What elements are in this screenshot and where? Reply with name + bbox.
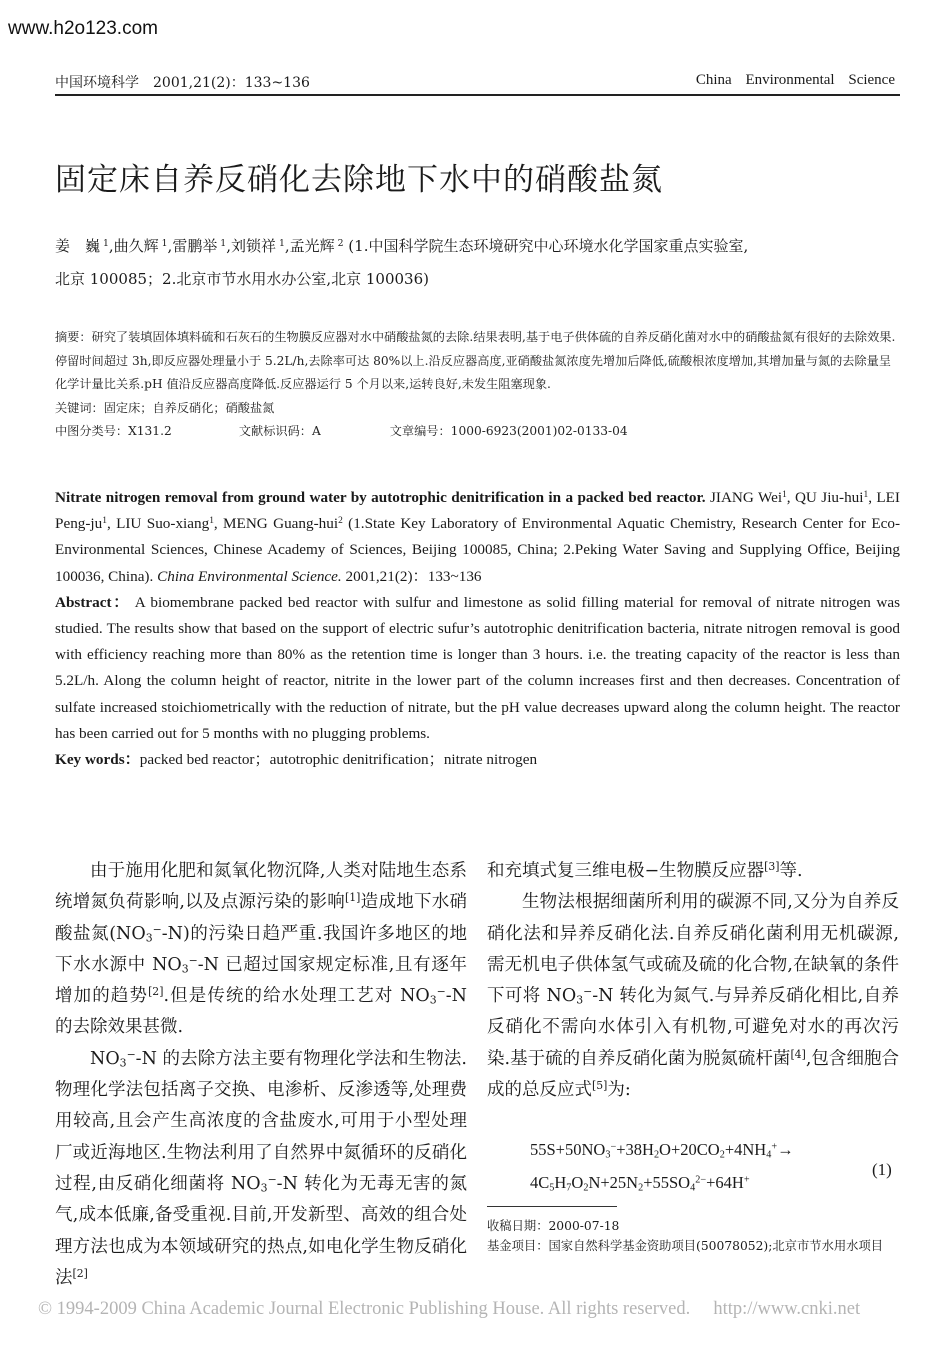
chinese-abstract [55,326,900,444]
body-paragraph-1: 由于施用化肥和氮氧化物沉降,人类对陆地生态系统增氮负荷影响,以及点源污染的影响[1]造成地下水硝酸盐氮$(NO_3^--N)$的污染日趋严重.我国许多地区的地下水水源中 $NO_3^--N$ 已超过国家规定标准,且有逐年增加的趋势[2].但是传统的给水处理工艺对 $NO_3^--N$ 的去除效果甚微. [55,861,468,1038]
clc-number: 中图分类号：X131.2 [55,424,172,439]
equation-number: (1) [872,1160,892,1179]
received-date: 收稿日期：2000-07-18 [487,1219,620,1233]
english-abstract-block [55,485,900,773]
english-abstract [55,590,900,747]
classification-line [55,420,900,444]
body-paragraph-4: 生物法根据细菌所利用的碳源不同,又分为自养反硝化法和异养反硝化法.自养反硝化菌利用无机碳源,需无机电子供体氢气或硫及硫的化合物,在缺氧的条件下可将 $NO_3^--N$ 转化为氮气.与异养反硝化相比,自养反硝化不需向水体引入有机物,可避免对水的再次污染.基于硫的自养反硝化菌为脱氮硫杆菌[4],包含细胞合成的总反应式[5]为: [487,892,899,1101]
author-block [55,230,900,296]
cn-keywords: 关键词：固定床；自养反硝化；硝酸盐氮 [55,400,275,415]
english-keywords [55,747,900,773]
author-affiliation-start: (1.中国科学院生态环境研究中心环境水化学国家重点实验室, [348,237,749,255]
author-names: 姜 巍 $^1$,曲久辉 $^1$,雷鹏举 $^1$,刘锁祥 $^1$,孟光辉 $^2$ [55,237,344,255]
body-column-left [55,856,467,1294]
journal-header-left: 中国环境科学 2001,21(2)：133~136 [55,75,310,91]
author-line-1 [55,230,900,263]
keywords-label: Key words： [55,751,140,769]
equation-line-1: $55S+50NO_3^-+38H_2O+20CO_2+4NH_4^+\to$ [530,1140,794,1161]
english-title: Nitrate nitrogen removal from ground water by autotrophic denitrification in a packed bed reactor. [55,489,706,506]
author-line-2: 北京 100085；2.北京市节水用水办公室,北京 100036) [55,270,429,288]
footnote-rule [487,1206,617,1207]
english-authors: JIANG Wei$^1$, QU Jiu-hui$^1$, LEI Peng-$ju^1$, LIU Suo-xiang$^1$, MENG Guang-hui$^2$ (1.State Key Laboratory of Environmental Aquatic Chemistry, Research Center for Eco-Environmental Sciences, Chinese Academy of Sciences, Beijing 100085, China; 2.Peking Water Saving and Supplying Office, Beijing 100036, China). [55,489,901,585]
site-watermark: www.h2o123.com [8,18,158,39]
paper-title: 固定床自养反硝化去除地下水中的硝酸盐氮 [55,162,663,198]
journal-header-right: China Environmental Science [695,72,895,88]
citation-pages: 2001,21(2)：133~136 [345,567,482,585]
journal-name: China Environmental Science. [157,567,342,585]
body-paragraph-2: $NO_3^--N$ 的去除方法主要有物理化学法和生物法.物理化学法包括离子交换、电渗析、反渗透等,处理费用较高,且会产生高浓度的含盐废水,可用于小型处理厂或近海地区.生物法利用了自然界中氮循环的反硝化过程,由反硝化细菌将 $NO_3^--N$ 转化为无毒无害的氮气,成本低廉,备受重视.目前,开发新型、高效的组合处理方法也成为本领域研究的热点,如电化学生物反硝化法[2] [55,1047,467,1288]
reaction-equation [530,1133,794,1199]
body-column-right [487,856,899,1106]
body-paragraph-3: 和充填式复三维电极−生物膜反应器[3]等. [487,860,803,881]
keywords-text: packed bed reactor；autotrophic denitrification；nitrate nitrogen [139,751,538,769]
abstract-text: A biomembrane packed bed reactor with sulfur and limestone as solid filling material for removal of nitrate nitrogen was studied. The results show that based on the support of electric sufur’s autotrophic denitrification bacteria, nitrate nitrogen removal is good with efficiency reaching more than 80% as the retention time is longer than 3 hours. i.e. the treating capacity of the reactor is less than 5.2L/h. Along the column height of reactor, nitrite in the lower part of the column increases first and then decreases. Concentration of sulfate increased stoichiometrically with the reduction of nitrate, but the pH value decreases upward along the column height. The reactor has been carried out for 5 months with no plugging problems. [55,593,900,742]
article-number: 文章编号：1000-6923(2001)02-0133-04 [389,424,628,439]
equation-line-2: $4C_5H_7O_2N+25N_2+55SO_4^{2-}+64H^+$ [530,1173,750,1194]
english-citation [55,485,900,590]
header-rule [55,94,900,96]
cn-abstract-text: 研究了装填固体填料硫和石灰石的生物膜反应器对水中硝酸盐氮的去除.结果表明,基于电子供体硫的自养反硝化菌对水中的硝酸盐氮有很好的去除效果.停留时间超过 3h,即反应器处理量小于 5.2L/h,去除率可达 80%以上.沿反应器高度,亚硝酸盐氮浓度先增加后降低,硫酸根浓度增加,其增加量与氮的去除量呈化学计量比关系.pH 值沿反应器高度降低.反应器运行 5 个月以来,运转良好,未发生阻塞现象. [55,330,896,392]
cn-abstract-label: 摘要： [55,330,92,344]
footnotes [487,1216,900,1256]
funding-note: 基金项目：国家自然科学基金资助项目(50078052);北京市节水用水项目 [487,1239,884,1253]
abstract-label: Abstract： [55,593,131,611]
copyright-footer: © 1994-2009 China Academic Journal Electronic Publishing House. All rights reserved. http://www.cnki.net [38,1299,861,1319]
document-code: 文献标识码：A [238,424,321,439]
